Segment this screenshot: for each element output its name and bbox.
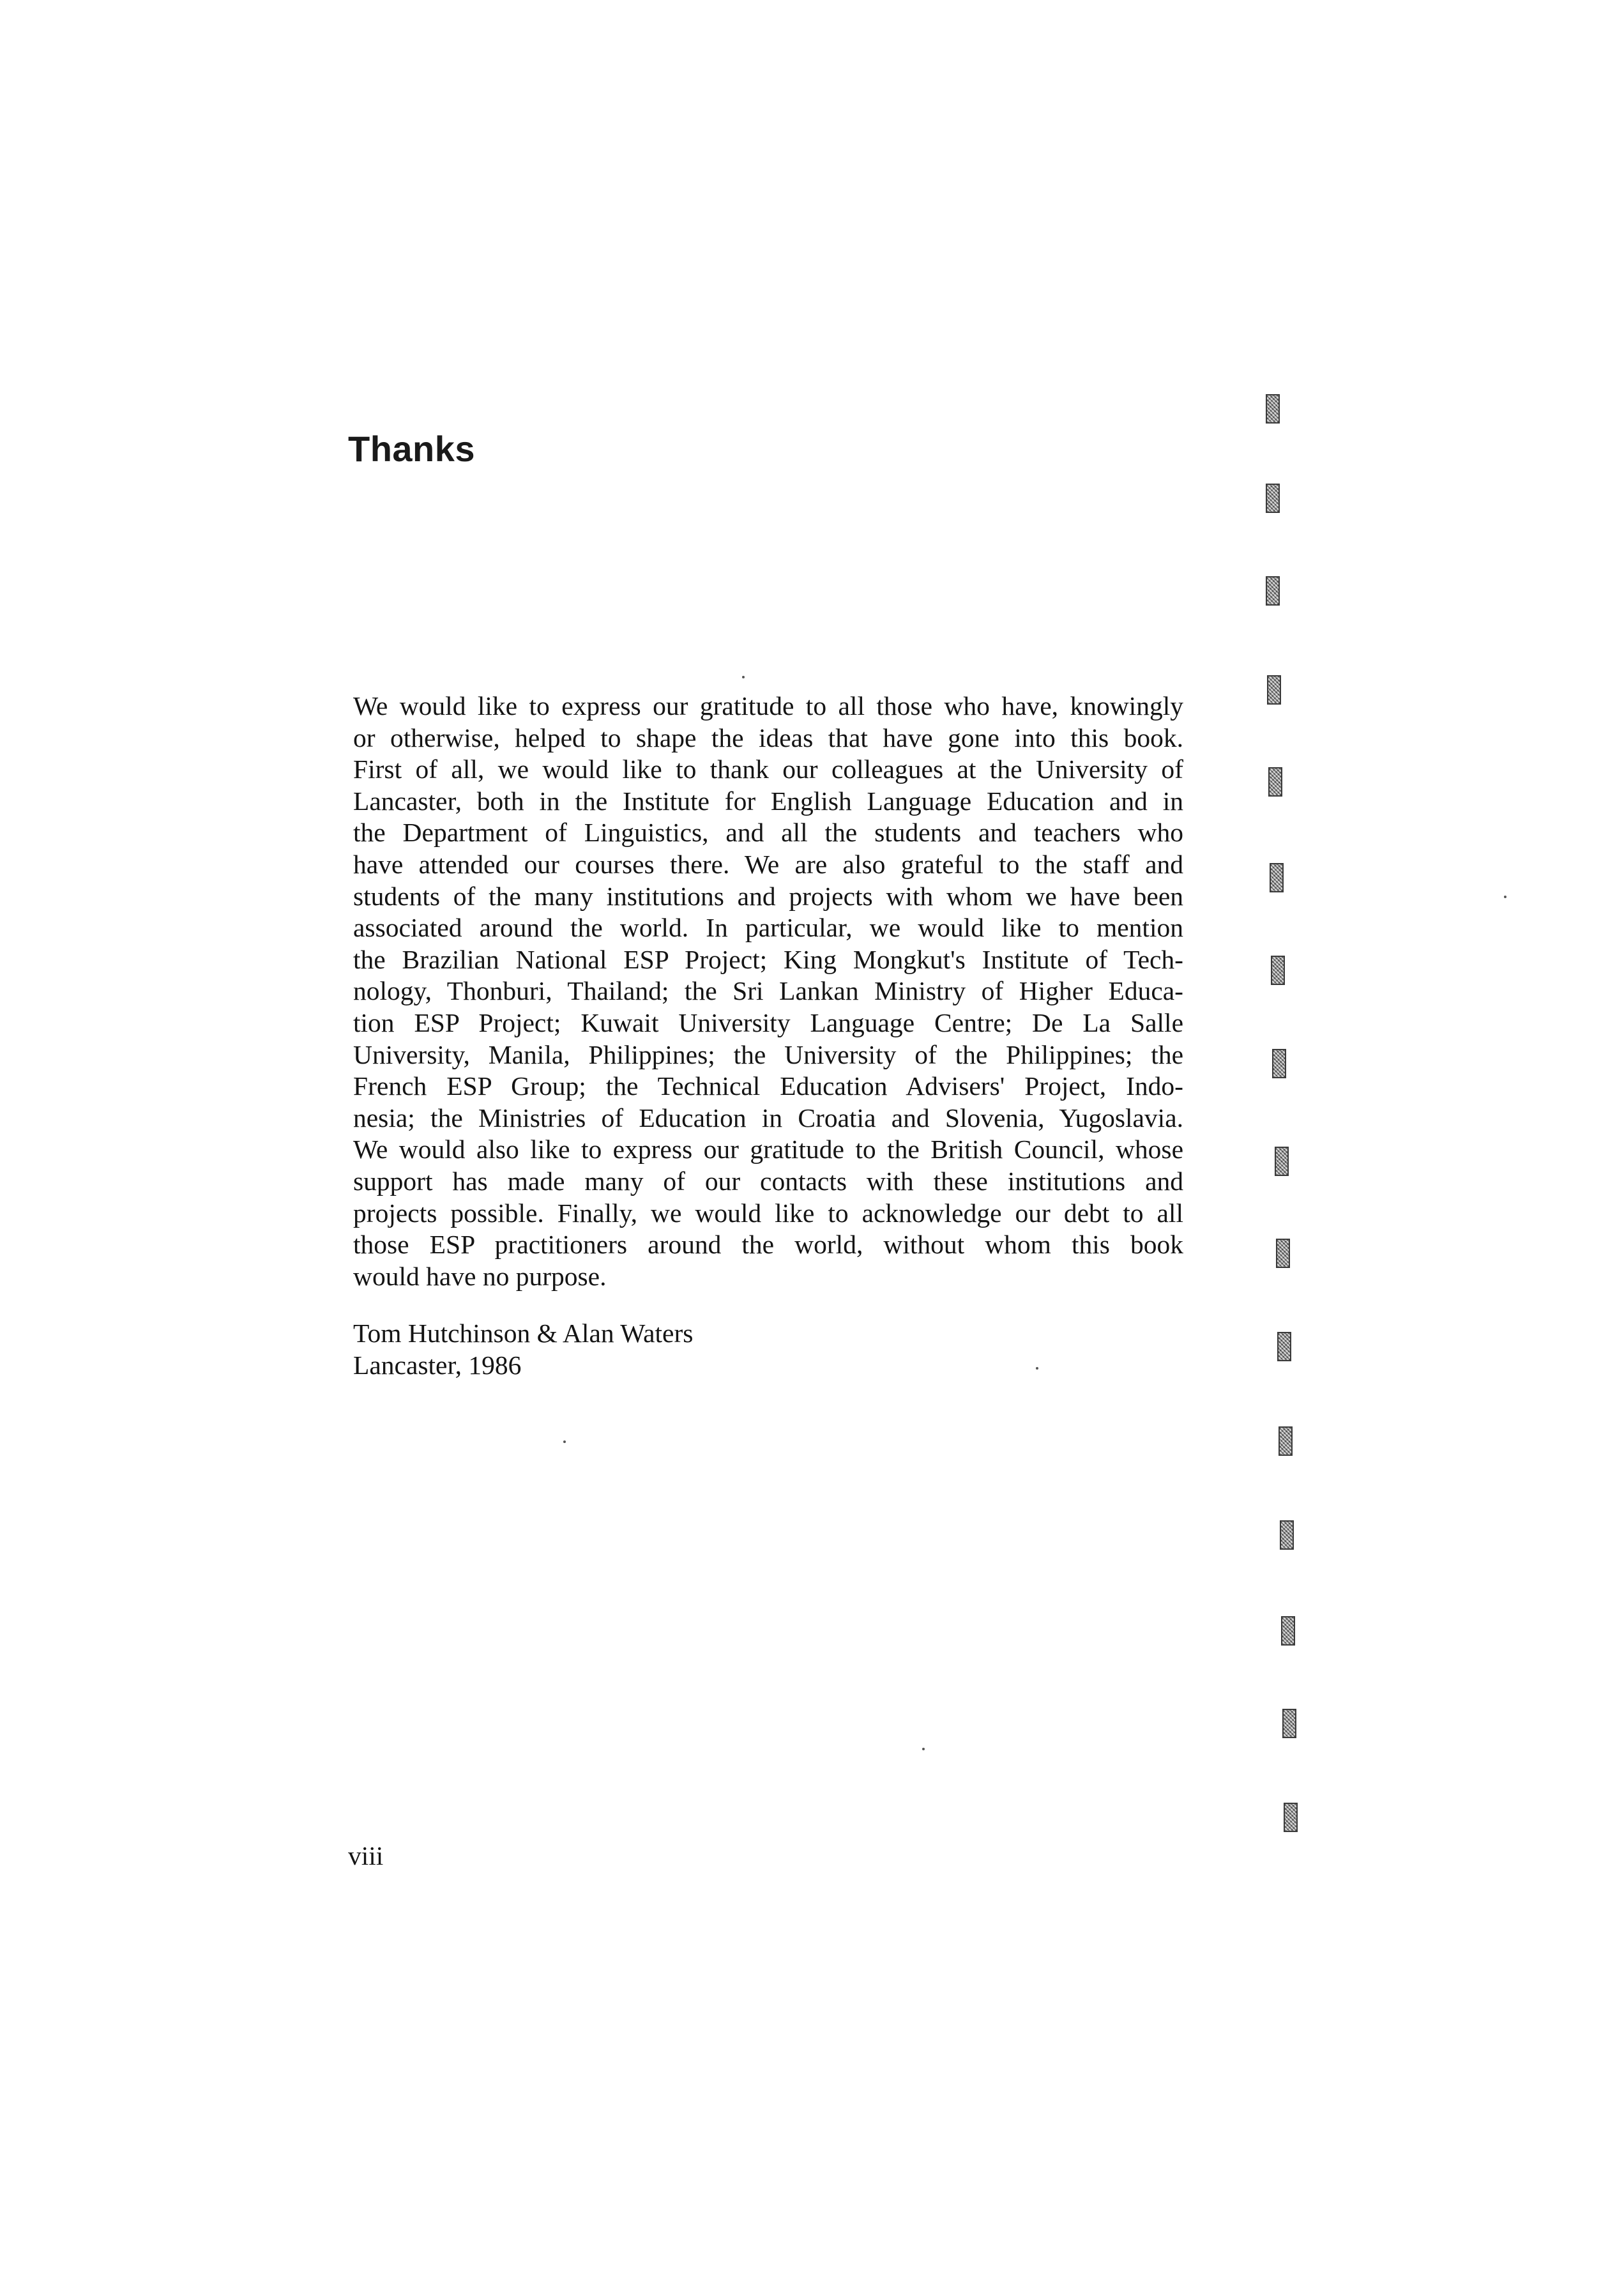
paragraph-line: nology, Thonburi, Thailand; the Sri Lankan Ministry of Higher Educa- xyxy=(353,976,1183,1006)
scan-speck xyxy=(1036,1367,1038,1370)
paragraph-line: First of all, we would like to thank our colleagues at the University of xyxy=(353,754,1183,784)
thumb-index-mark xyxy=(1276,1239,1290,1268)
thumb-index-mark xyxy=(1271,956,1285,985)
paragraph-line: projects possible. Finally, we would like to acknowledge our debt to all xyxy=(353,1198,1183,1228)
thumb-index-mark xyxy=(1272,1049,1286,1078)
thumb-index-mark xyxy=(1275,1147,1289,1176)
paragraph-line: Lancaster, both in the Institute for English Language Education and in xyxy=(353,786,1183,816)
scan-speck xyxy=(1504,896,1506,898)
thumb-index-mark xyxy=(1282,1709,1296,1738)
paragraph-line: or otherwise, helped to shape the ideas that have gone into this book. xyxy=(353,722,1183,753)
paragraph-line: University, Manila, Philippines; the University of the Philippines; the xyxy=(353,1039,1183,1069)
paragraph-line: associated around the world. In particular, we would like to mention xyxy=(353,913,1183,943)
page-heading: Thanks xyxy=(348,429,476,469)
paragraph-line: the Brazilian National ESP Project; King Mongkut's Institute of Tech- xyxy=(353,944,1183,974)
thumb-index-mark xyxy=(1280,1520,1294,1550)
thumb-index-mark xyxy=(1270,863,1284,892)
paragraph-line: French ESP Group; the Technical Education Advisers' Project, Indo- xyxy=(353,1071,1183,1101)
scan-speck xyxy=(563,1440,566,1443)
paragraph-line: have attended our courses there. We are also grateful to the staff and xyxy=(353,849,1183,879)
thumb-index-mark xyxy=(1266,484,1280,513)
paragraph-line: those ESP practitioners around the world, without whom this book xyxy=(353,1230,1183,1260)
paragraph-line: would have no purpose. xyxy=(353,1261,607,1291)
thumb-index-mark xyxy=(1281,1616,1295,1646)
thumb-index-mark xyxy=(1266,394,1280,424)
authors-line: Tom Hutchinson & Alan Waters xyxy=(353,1318,694,1348)
thumb-index-mark xyxy=(1279,1426,1293,1456)
thumb-index-mark xyxy=(1266,576,1280,606)
thumb-index-mark xyxy=(1277,1332,1291,1361)
paragraph-line: nesia; the Ministries of Education in Croatia and Slovenia, Yugoslavia. xyxy=(353,1103,1183,1133)
paragraph-line: tion ESP Project; Kuwait University Language Centre; De La Salle xyxy=(353,1007,1183,1037)
paragraph-line: students of the many institutions and projects with whom we have been xyxy=(353,881,1183,911)
thumb-index-mark xyxy=(1267,675,1281,705)
page-number: viii xyxy=(348,1841,384,1870)
place-year-line: Lancaster, 1986 xyxy=(353,1350,522,1380)
thumb-index-mark xyxy=(1284,1803,1298,1832)
signature-block xyxy=(353,1317,693,1381)
scan-speck xyxy=(922,1748,925,1750)
paragraph-line: We would like to express our gratitude to all those who have, knowingly xyxy=(353,691,1183,721)
scan-speck xyxy=(742,676,745,678)
thumb-index-mark xyxy=(1268,767,1282,797)
paragraph-line: We would also like to express our gratitude to the British Council, whose xyxy=(353,1134,1183,1165)
paragraph-line: support has made many of our contacts with these institutions and xyxy=(353,1166,1183,1196)
paragraph-line: the Department of Linguistics, and all the students and teachers who xyxy=(353,818,1183,848)
acknowledgements-paragraph xyxy=(353,691,1183,1292)
